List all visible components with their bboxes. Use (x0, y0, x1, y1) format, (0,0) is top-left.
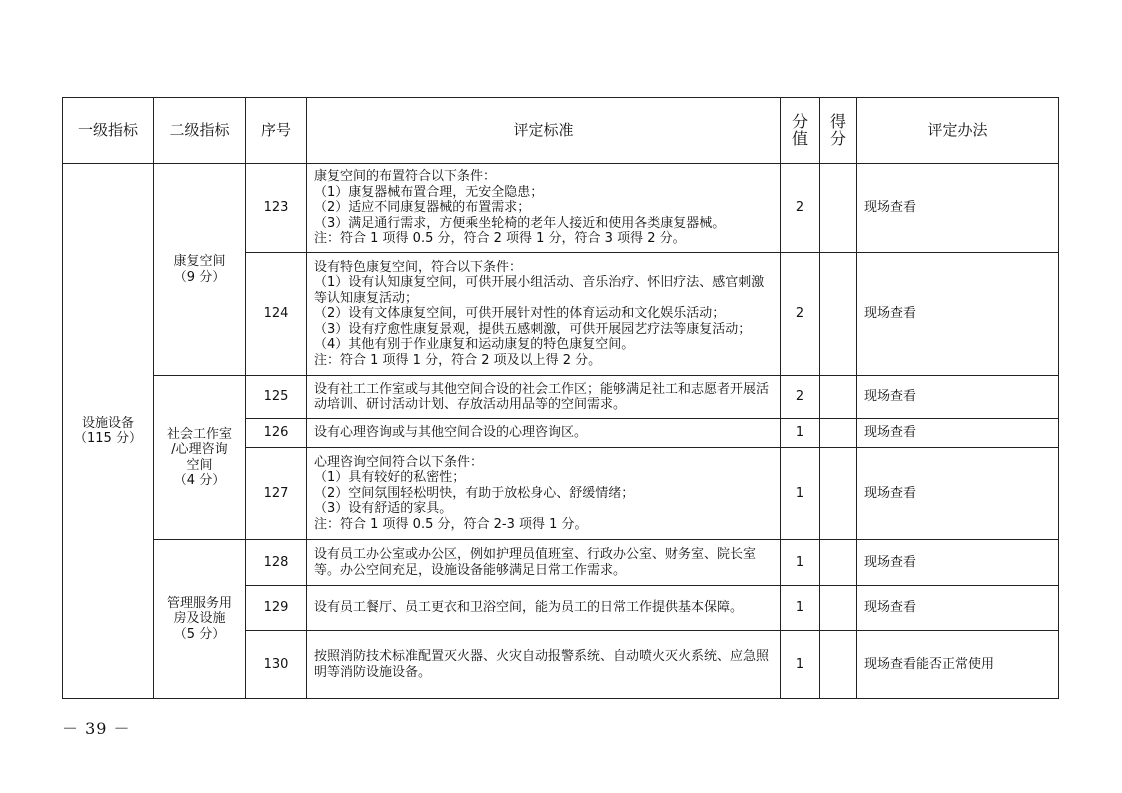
points-cell: 2 (781, 376, 820, 419)
level2-name: /心理咨询 (171, 442, 228, 457)
points-cell: 2 (781, 164, 820, 253)
level2-social-cell (154, 376, 246, 540)
page-number: － 39 － (62, 719, 131, 738)
level2-name: 社会工作室 (166, 426, 232, 442)
level2-mgmt-cell (154, 540, 246, 699)
level1-cell (63, 164, 154, 699)
serial-cell: 128 (246, 540, 307, 586)
criteria-cell: 设有员工办公室或办公区，例如护理员值班室、行政办公室、财务室、院长室等。办公空间充足，设施设备能够满足日常工作需求。 (307, 540, 781, 586)
header-row (63, 98, 1059, 164)
criteria-cell: 按照消防技术标准配置灭火器、火灾自动报警系统、自动喷火灭火系统、应急照明等消防设施设备。 (307, 631, 781, 699)
serial-cell: 123 (246, 164, 307, 253)
serial-cell: 125 (246, 376, 307, 419)
level1-name: 设施设备 (81, 415, 134, 431)
level2-points: （4 分） (173, 473, 226, 488)
points-cell: 1 (781, 419, 820, 448)
points-cell: 1 (781, 540, 820, 586)
table-row (63, 540, 1059, 586)
header-criteria: 评定标准 (307, 98, 781, 164)
score-cell (820, 164, 857, 253)
method-cell: 现场查看 (857, 448, 1059, 540)
criteria-cell: 设有员工餐厅、员工更衣和卫浴空间，能为员工的日常工作提供基本保障。 (307, 586, 781, 631)
points-cell: 1 (781, 586, 820, 631)
method-cell: 现场查看 (857, 253, 1059, 376)
score-cell (820, 631, 857, 699)
header-points: 分值 (781, 98, 820, 164)
header-method: 评定办法 (857, 98, 1059, 164)
level2-name: 空间 (186, 457, 213, 473)
level2-points: （9 分） (173, 269, 226, 285)
method-cell: 现场查看 (857, 586, 1059, 631)
serial-cell: 127 (246, 448, 307, 540)
level2-name: 康复空间 (173, 254, 226, 269)
criteria-cell: 设有社工工作室或与其他空间合设的社会工作区；能够满足社工和志愿者开展活动培训、研讨活动计划、存放活动用品等的空间需求。 (307, 376, 781, 419)
evaluation-table (62, 97, 1059, 699)
level1-points: （115 分） (74, 431, 142, 446)
score-cell (820, 253, 857, 376)
level2-name: 房及设施 (173, 611, 226, 627)
method-cell: 现场查看 (857, 164, 1059, 253)
serial-cell: 130 (246, 631, 307, 699)
points-cell: 1 (781, 448, 820, 540)
header-level1: 一级指标 (63, 98, 154, 164)
table-row (63, 164, 1059, 253)
header-level2: 二级指标 (154, 98, 246, 164)
serial-cell: 129 (246, 586, 307, 631)
score-cell (820, 419, 857, 448)
table-row (63, 376, 1059, 419)
method-cell: 现场查看 (857, 376, 1059, 419)
criteria-cell: 心理咨询空间符合以下条件： （1）具有较好的私密性； （2）空间氛围轻松明快，有助于放松身心、舒缓情绪； （3）设有舒适的家具。 注：符合 1 项得 0.5 分，符合 2-3 项得 1 分。 (307, 448, 781, 540)
header-serial: 序号 (246, 98, 307, 164)
method-cell: 现场查看 (857, 419, 1059, 448)
points-cell: 2 (781, 253, 820, 376)
level2-name: 管理服务用 (166, 595, 232, 611)
criteria-cell: 康复空间的布置符合以下条件： （1）康复器械布置合理，无安全隐患； （2）适应不同康复器械的布置需求； （3）满足通行需求，方便乘坐轮椅的老年人接近和使用各类康复器械。 注：符合 1 项得 0.5 分，符合 2 项得 1 分，符合 3 项得 2 分。 (307, 164, 781, 253)
score-cell (820, 448, 857, 540)
score-cell (820, 540, 857, 586)
serial-cell: 124 (246, 253, 307, 376)
score-cell (820, 376, 857, 419)
header-score: 得分 (820, 98, 857, 164)
score-cell (820, 586, 857, 631)
method-cell: 现场查看 (857, 540, 1059, 586)
criteria-cell: 设有特色康复空间，符合以下条件： （1）设有认知康复空间，可供开展小组活动、音乐治疗、怀旧疗法、感官刺激等认知康复活动； （2）设有文体康复空间，可供开展针对性的体育运动和文化娱乐活动； （3）设有疗愈性康复景观，提供五感刺激，可供开展园艺疗法等康复活动； （4）其他有别于作业康复和运动康复的特色康复空间。 注：符合 1 项得 1 分，符合 2 项及以上得 2 分。 (307, 253, 781, 376)
method-cell: 现场查看能否正常使用 (857, 631, 1059, 699)
criteria-cell: 设有心理咨询或与其他空间合设的心理咨询区。 (307, 419, 781, 448)
serial-cell: 126 (246, 419, 307, 448)
points-cell: 1 (781, 631, 820, 699)
level2-kangfu-cell (154, 164, 246, 376)
level2-points: （5 分） (173, 626, 226, 642)
